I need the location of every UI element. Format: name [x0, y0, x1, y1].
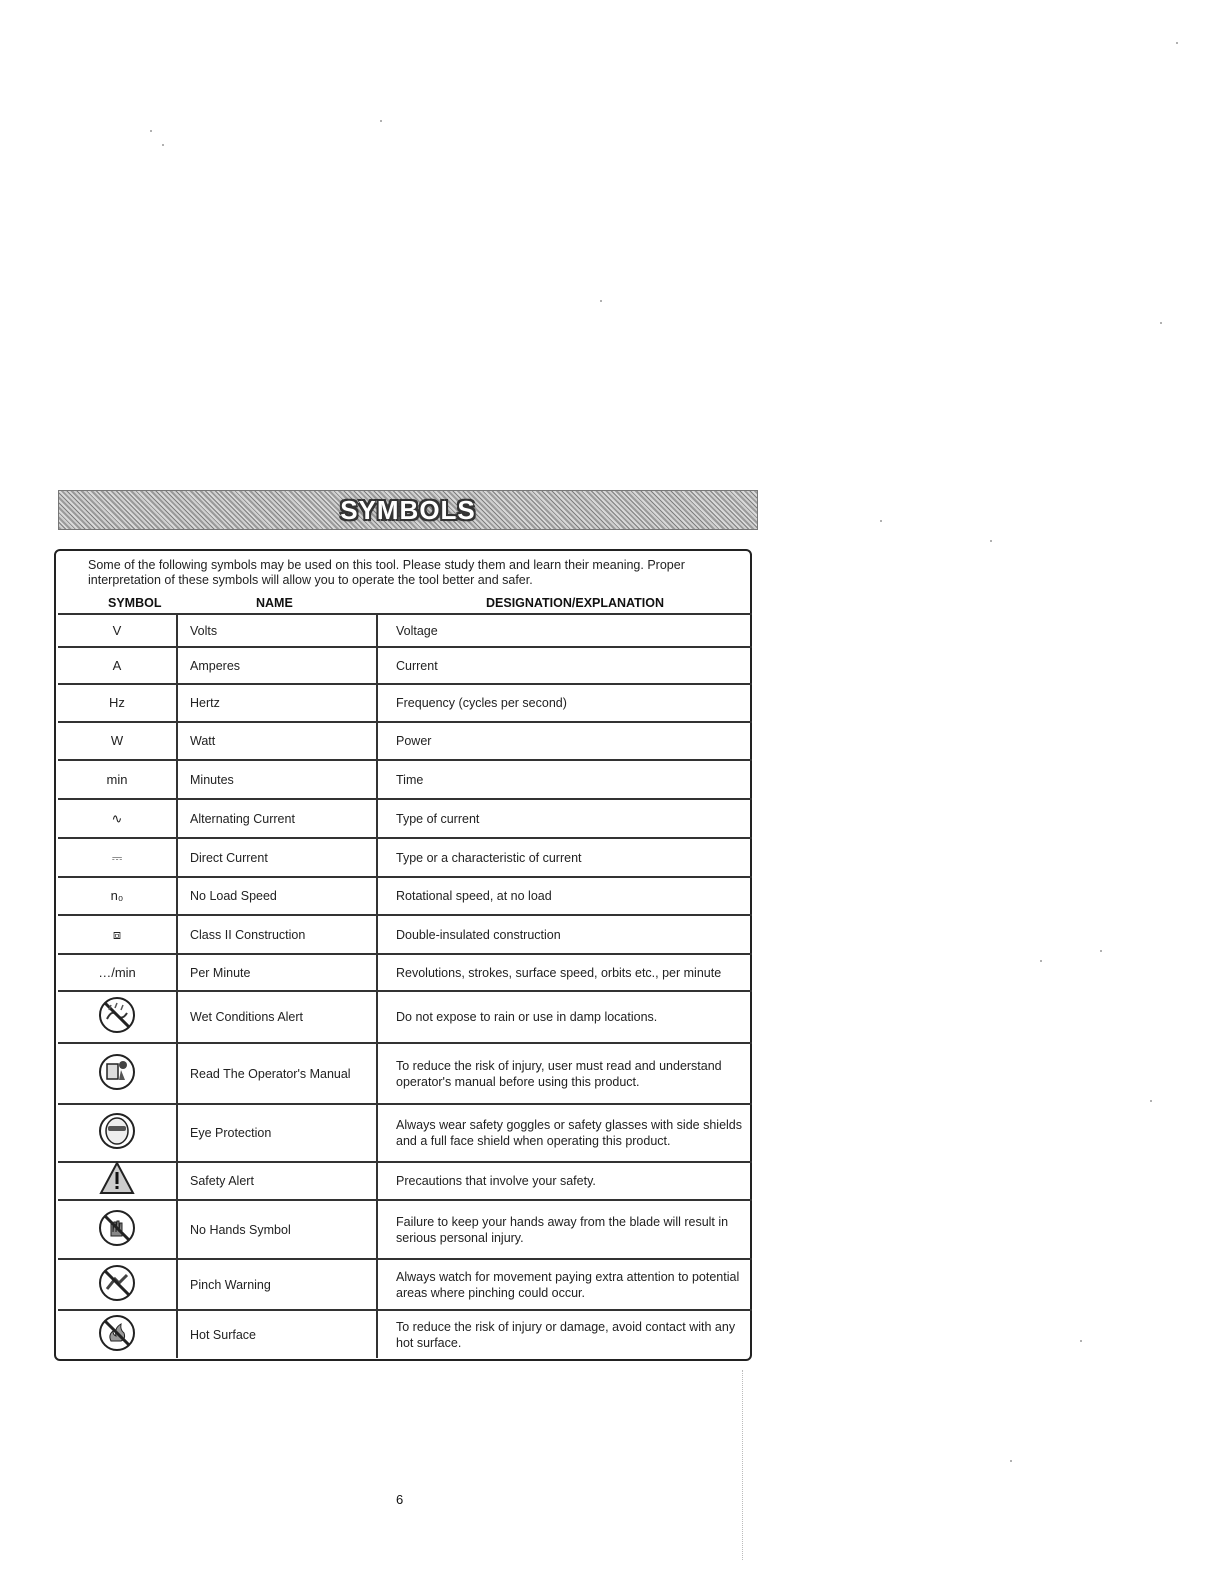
scan-edge-line: [742, 1370, 743, 1560]
table-row: [58, 990, 752, 1042]
symbols-table: [58, 613, 752, 1358]
designation-cell: Voltage: [396, 623, 438, 638]
symbol-text: n₀: [110, 888, 124, 903]
wet-conditions-icon: [97, 995, 137, 1039]
table-row: [58, 1042, 752, 1103]
table-row: [58, 646, 752, 683]
name-cell: Direct Current: [178, 839, 378, 876]
symbol-text: Hz: [109, 695, 125, 710]
name-cell: No Hands Symbol: [178, 1201, 378, 1258]
table-row: [58, 613, 752, 646]
table-row: [58, 1258, 752, 1309]
table-row: [58, 914, 752, 953]
pinch-warning-icon: [97, 1263, 137, 1307]
symbol-cell: [58, 723, 178, 759]
table-row: [58, 721, 752, 759]
designation-cell: Current: [396, 658, 438, 673]
designation-cell: Time: [396, 772, 424, 787]
table-row: [58, 1103, 752, 1161]
name-cell: Minutes: [178, 761, 378, 798]
table-row: [58, 876, 752, 914]
header-name: NAME: [256, 596, 293, 610]
eye-protection-icon: [97, 1111, 137, 1155]
name-cell: Read The Operator's Manual: [178, 1044, 378, 1103]
designation-cell: Power: [396, 734, 432, 748]
intro-text: Some of the following symbols may be used on this tool. Please study them and learn their meaning. Proper interpretation of these symbols will allow you to operate the tool better and safer.: [88, 558, 685, 587]
symbol-text: min: [106, 771, 128, 787]
name-cell: Wet Conditions Alert: [178, 992, 378, 1042]
designation-cell: Failure to keep your hands away from the blade will result in serious personal injury.: [396, 1214, 729, 1245]
symbol-text: ∿: [111, 810, 123, 826]
name-cell: Amperes: [178, 648, 378, 683]
symbol-text: ⧈: [112, 926, 122, 942]
symbol-cell: [58, 1201, 178, 1258]
symbol-cell: [58, 839, 178, 876]
table-row: [58, 1161, 752, 1199]
name-cell: Volts: [178, 615, 378, 646]
designation-cell: Type or a characteristic of current: [396, 850, 582, 865]
symbol-cell: [58, 1105, 178, 1161]
designation-cell: Precautions that involve your safety.: [396, 1174, 596, 1188]
table-row: [58, 759, 752, 798]
symbol-text: V: [112, 622, 122, 638]
header-symbol: SYMBOL: [108, 596, 162, 610]
safety-alert-icon: [97, 1159, 137, 1203]
table-row: [58, 1199, 752, 1258]
symbol-text: ⎓: [111, 849, 123, 865]
name-cell: Safety Alert: [178, 1163, 378, 1199]
symbol-cell: [58, 1163, 178, 1199]
symbol-cell: [58, 992, 178, 1042]
designation-cell: Rotational speed, at no load: [396, 889, 552, 903]
table-row: [58, 798, 752, 837]
table-row: [58, 953, 752, 990]
name-cell: Eye Protection: [178, 1105, 378, 1161]
name-cell: Pinch Warning: [178, 1260, 378, 1309]
name-cell: Per Minute: [178, 955, 378, 990]
hot-surface-icon: [97, 1313, 137, 1357]
symbol-cell: [58, 615, 178, 646]
page-number: 6: [396, 1492, 404, 1507]
read-manual-icon: [97, 1052, 137, 1096]
designation-cell: To reduce the risk of injury, user must read and understand operator's manual before using this product.: [396, 1058, 722, 1089]
name-cell: No Load Speed: [178, 878, 378, 914]
designation-cell: Type of current: [396, 811, 480, 826]
symbol-cell: [58, 648, 178, 683]
designation-cell: Revolutions, strokes, surface speed, orbits etc., per minute: [396, 965, 722, 980]
name-cell: Alternating Current: [178, 800, 378, 837]
symbol-cell: [58, 800, 178, 837]
designation-cell: Always wear safety goggles or safety glasses with side shields and a full face shield when operating this product.: [396, 1118, 742, 1148]
symbol-cell: [58, 955, 178, 990]
name-cell: Watt: [178, 723, 378, 759]
symbol-cell: [58, 685, 178, 721]
symbol-cell: [58, 761, 178, 798]
table-row: [58, 683, 752, 721]
symbols-table-box: [54, 549, 752, 1361]
designation-cell: Double-insulated construction: [396, 927, 561, 942]
designation-cell: Do not expose to rain or use in damp locations.: [396, 1010, 658, 1024]
header-designation: DESIGNATION/EXPLANATION: [486, 596, 665, 610]
no-hands-icon: [97, 1208, 137, 1252]
designation-cell: Always watch for movement paying extra attention to potential areas where pinching could occur.: [396, 1269, 740, 1300]
symbol-cell: [58, 1260, 178, 1309]
name-cell: Hot Surface: [178, 1311, 378, 1358]
designation-cell: Frequency (cycles per second): [396, 696, 567, 710]
symbol-text: …/min: [98, 964, 136, 980]
table-row: [58, 837, 752, 876]
symbols-banner: [58, 490, 758, 530]
symbol-cell: [58, 878, 178, 914]
symbol-cell: [58, 916, 178, 953]
symbol-cell: [58, 1044, 178, 1103]
table-row: [58, 1309, 752, 1358]
symbol-text: A: [112, 657, 122, 673]
name-cell: Hertz: [178, 685, 378, 721]
symbol-cell: [58, 1311, 178, 1358]
name-cell: Class II Construction: [178, 916, 378, 953]
banner-title: SYMBOLS: [340, 494, 476, 525]
symbol-text: W: [110, 733, 124, 748]
designation-cell: To reduce the risk of injury or damage, avoid contact with any hot surface.: [396, 1319, 736, 1350]
